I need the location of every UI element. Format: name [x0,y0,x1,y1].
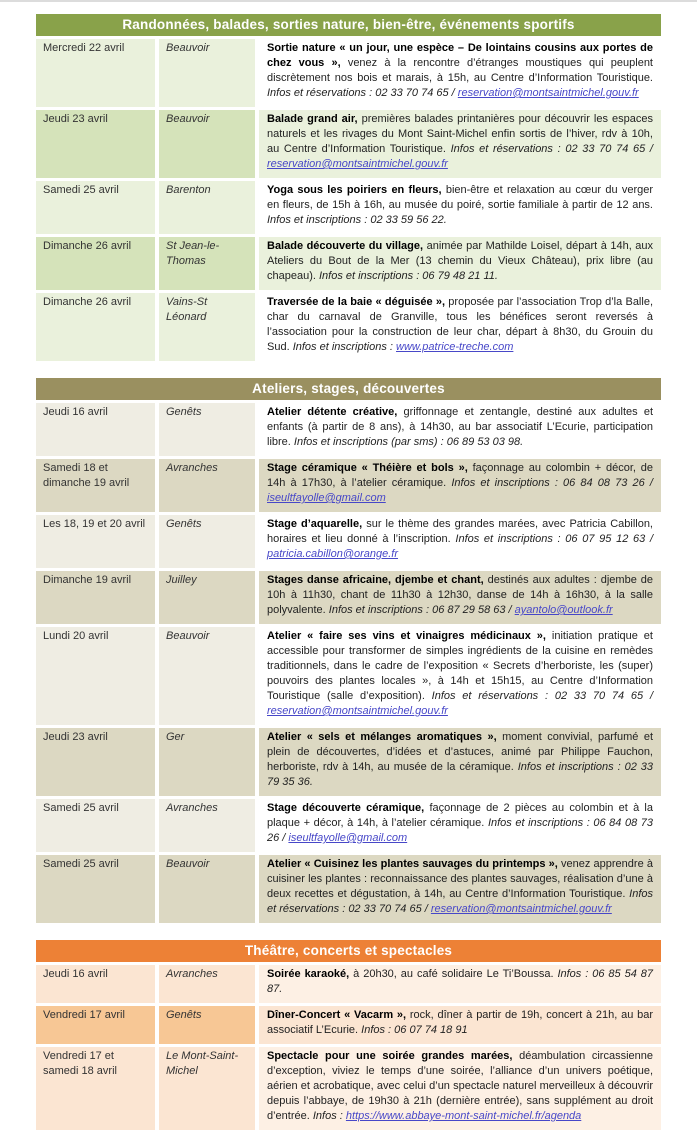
event-description [259,237,661,290]
event-date: Vendredi 17 avril [36,1006,155,1044]
event-date: Jeudi 16 avril [36,965,155,1003]
event-description [259,110,661,178]
event-text-normal: proposée par l’association Trop d’la Balle, char du carnaval de Granville, tous les bénéfices seront reversés à l’association pour la construction de leur char, départ à 8h30, du Grouin du Sud. [267,296,653,353]
event-description [259,459,661,512]
event-location: Beauvoir [159,110,255,178]
section-title: Randonnées, balades, sorties nature, bien-être, événements sportifs [36,14,661,36]
event-location: Avranches [159,799,255,852]
event-link[interactable]: https://www.abbaye-mont-saint-michel.fr/agenda [345,1110,582,1122]
event-location: Avranches [159,459,255,512]
event-description [259,728,661,796]
event-text-normal: façonnage au colombin + décor, de 14h à 17h30, à l’atelier céramique. [267,462,653,489]
event-text-italic: Infos et réservations : 02 33 70 74 65 / [267,888,653,915]
event-text-bold: Atelier « Cuisinez les plantes sauvages du printemps », [267,858,561,870]
event-link[interactable]: patricia.cabillon@orange.fr [267,548,399,560]
event-row [36,459,661,512]
event-location: St Jean-le-Thomas [159,237,255,290]
event-text-bold: Soirée karaoké, [267,968,354,980]
page [0,14,697,1130]
event-text-bold: Atelier « faire ses vins et vinaigres médicinaux », [267,630,552,642]
event-description [259,1047,661,1130]
event-text-italic: Infos : 06 07 74 18 91 [361,1024,468,1036]
event-text-bold: Stages danse africaine, djembe et chant, [267,574,488,586]
event-text-italic: Infos : [312,1110,346,1122]
event-description [259,799,661,852]
event-date: Samedi 25 avril [36,181,155,234]
event-section [36,940,661,1130]
event-text-bold: Sortie nature « un jour, une espèce – De lointains cousins aux portes de chez vous », [267,42,653,69]
event-row [36,293,661,361]
event-location: Avranches [159,965,255,1003]
event-description [259,293,661,361]
event-text-italic: Infos et réservations : 02 33 70 74 65 / [450,143,653,155]
event-location: Vains-St Léonard [159,293,255,361]
event-link[interactable]: reservation@montsaintmichel.gouv.fr [267,158,448,170]
event-section [36,14,661,361]
event-row [36,571,661,624]
event-text-bold: Stage d’aquarelle, [267,518,367,530]
event-row [36,627,661,725]
event-row [36,799,661,852]
event-date: Vendredi 17 et samedi 18 avril [36,1047,155,1130]
event-text-italic: Infos et inscriptions : 02 33 59 56 22. [267,214,447,226]
event-text-normal: premières balades printanières pour découvrir les espaces naturels et les rivages du Mont Saint-Michel enfin sortis de l’hiver, rdv à 10h, au Centre d’Information Touristique. [267,113,653,155]
event-text-normal: griffonnage et zentangle, destiné aux adultes et enfants (à partir de 8 ans), à 14h30, au bar associatif L’Ecurie, participation libre. [267,406,653,448]
event-text-normal: rock, dîner à partir de 19h, concert à 21h, au bar associatif L’Ecurie. [267,1009,653,1036]
event-date: Mercredi 22 avril [36,39,155,107]
event-text-normal: bien-être et relaxation au cœur du verger en fleurs, de 15h à 16h, au musée du poiré, sortie familiale à partir de 12 ans. [267,184,654,211]
event-text-normal: venez à la rencontre d’étranges moustiques qui peuplent discrètement nos bois et marais, à 15h, au Centre d’Information Touristique. [267,57,653,84]
event-text-normal: destinés aux adultes : djembe de 10h à 11h30, chant de 11h30 à 12h30, danse de 14h à 16h30, à la salle polyvalente. [267,574,654,616]
event-description [259,571,661,624]
event-text-bold: Traversée de la baie « déguisée », [267,296,449,308]
event-description [259,403,661,456]
event-text-bold: Balade découverte du village, [267,240,427,252]
event-location: Beauvoir [159,627,255,725]
event-text-italic: Infos et inscriptions : 06 07 95 12 63 / [455,533,653,545]
event-text-italic: Infos et réservations : 02 33 70 74 65 / [267,87,458,99]
event-location: Genêts [159,1006,255,1044]
event-date: Jeudi 16 avril [36,403,155,456]
event-date: Dimanche 26 avril [36,237,155,290]
section-title: Ateliers, stages, découvertes [36,378,661,400]
event-text-italic: Infos et réservations : 02 33 70 74 65 / [431,690,654,702]
event-text-normal: déambulation circassienne d’exception, viviez le temps d’une soirée, l’alliance d’un univers poétique, aérien et acrobatique, avec celui d’un spectacle naturel merveilleux à découvrir depuis l’abbaye, de 19h30 à 21h (dernière entrée), sans supplément au droit d’entrée. [267,1050,653,1122]
event-date: Dimanche 19 avril [36,571,155,624]
event-row [36,1047,661,1130]
event-location: Juilley [159,571,255,624]
event-text-normal: animée par Mathilde Loisel, départ à 14h, aux Ateliers du Bout de la Mer (13 chemin du Vieux Château), prix libre (au chapeau). [267,240,653,282]
event-row [36,728,661,796]
event-row [36,855,661,923]
event-description [259,515,661,568]
event-link[interactable]: iseultfayolle@gmail.com [267,492,386,504]
event-text-italic: Infos et inscriptions : 06 84 08 73 26 / [451,477,653,489]
event-text-bold: Stage découverte céramique, [267,802,430,814]
event-location: Barenton [159,181,255,234]
event-date: Jeudi 23 avril [36,110,155,178]
event-description [259,627,661,725]
event-text-bold: Dîner-Concert « Vacarm », [267,1009,410,1021]
event-text-italic: Infos et inscriptions : 06 87 29 58 63 / [328,604,515,616]
event-text-normal: sur le thème des grandes marées, avec Patricia Cabillon, horaires et lieu donné à l’inscription. [267,518,653,545]
event-row [36,965,661,1003]
event-date: Samedi 25 avril [36,855,155,923]
event-row [36,237,661,290]
event-text-italic: Infos et inscriptions : 06 84 08 73 26 / [267,817,654,844]
event-text-bold: Balade grand air, [267,113,362,125]
event-description [259,181,661,234]
event-location: Le Mont-Saint-Michel [159,1047,255,1130]
event-date: Jeudi 23 avril [36,728,155,796]
event-text-italic: Infos et inscriptions : 06 79 48 21 11. [318,270,498,282]
event-row [36,515,661,568]
event-text-normal: moment convivial, parfumé et plein de découvertes, d’idées et d’astuces, animé par Philippe Fauchon, herboriste, rdv à 14h, au musée de la céramique. [267,731,653,773]
event-text-bold: Atelier détente créative, [267,406,404,418]
event-date: Samedi 18 et dimanche 19 avril [36,459,155,512]
top-rule [0,0,697,2]
event-date: Les 18, 19 et 20 avril [36,515,155,568]
event-text-bold: Spectacle pour une soirée grandes marées, [267,1050,520,1062]
event-row [36,110,661,178]
event-link[interactable]: reservation@montsaintmichel.gouv.fr [267,705,448,717]
event-location: Genêts [159,515,255,568]
event-row [36,181,661,234]
event-text-italic: Infos : 06 85 54 87 87. [267,968,653,995]
event-text-normal: venez apprendre à cuisiner les plantes : reconnaissance des plantes sauvages, réalisation d’une à deux recettes et dégustation, à 14h, au Centre d’Information Touristique. [267,858,653,900]
event-text-bold: Stage céramique « Théière et bols », [267,462,473,474]
event-date: Lundi 20 avril [36,627,155,725]
event-location: Genêts [159,403,255,456]
event-location: Ger [159,728,255,796]
event-date: Samedi 25 avril [36,799,155,852]
event-text-normal: à 20h30, au café solidaire Le Ti’Boussa. [353,968,558,980]
event-link[interactable]: reservation@montsaintmichel.gouv.fr [430,903,612,915]
event-row [36,403,661,456]
event-description [259,855,661,923]
event-location: Beauvoir [159,39,255,107]
event-location: Beauvoir [159,855,255,923]
event-text-bold: Atelier « sels et mélanges aromatiques », [267,731,503,743]
event-description [259,39,661,107]
event-link[interactable]: www.patrice-treche.com [396,341,514,353]
event-text-italic: Infos et inscriptions : 02 33 79 35 36. [267,761,653,788]
event-link[interactable]: iseultfayolle@gmail.com [288,832,408,844]
event-date: Dimanche 26 avril [36,293,155,361]
event-link[interactable]: ayantolo@outlook.fr [514,604,613,616]
event-link[interactable]: reservation@montsaintmichel.gouv.fr [457,87,639,99]
event-text-bold: Yoga sous les poiriers en fleurs, [267,184,446,196]
event-text-italic: Infos et inscriptions (par sms) : 06 89 53 03 98. [293,436,524,448]
section-title: Théâtre, concerts et spectacles [36,940,661,962]
event-row [36,39,661,107]
event-description [259,1006,661,1044]
event-description [259,965,661,1003]
event-text-normal: façonnage de 2 pièces au colombin et à la plaque + décor, à 14h, à l’atelier céramique. [267,802,653,829]
event-text-italic: Infos et inscriptions : [292,341,397,353]
event-text-normal: initiation pratique et accessible pour transformer de simples ingrédients de la cuisine en remèdes traditionnels, dans le cadre de l’exposition « Secrets d’herboriste, les (super) pouvoirs des plantes locales », à 14h et 15h15, au Centre d’Information Touristique (salle d’exposition). [267,630,653,702]
event-row [36,1006,661,1044]
event-section [36,378,661,923]
